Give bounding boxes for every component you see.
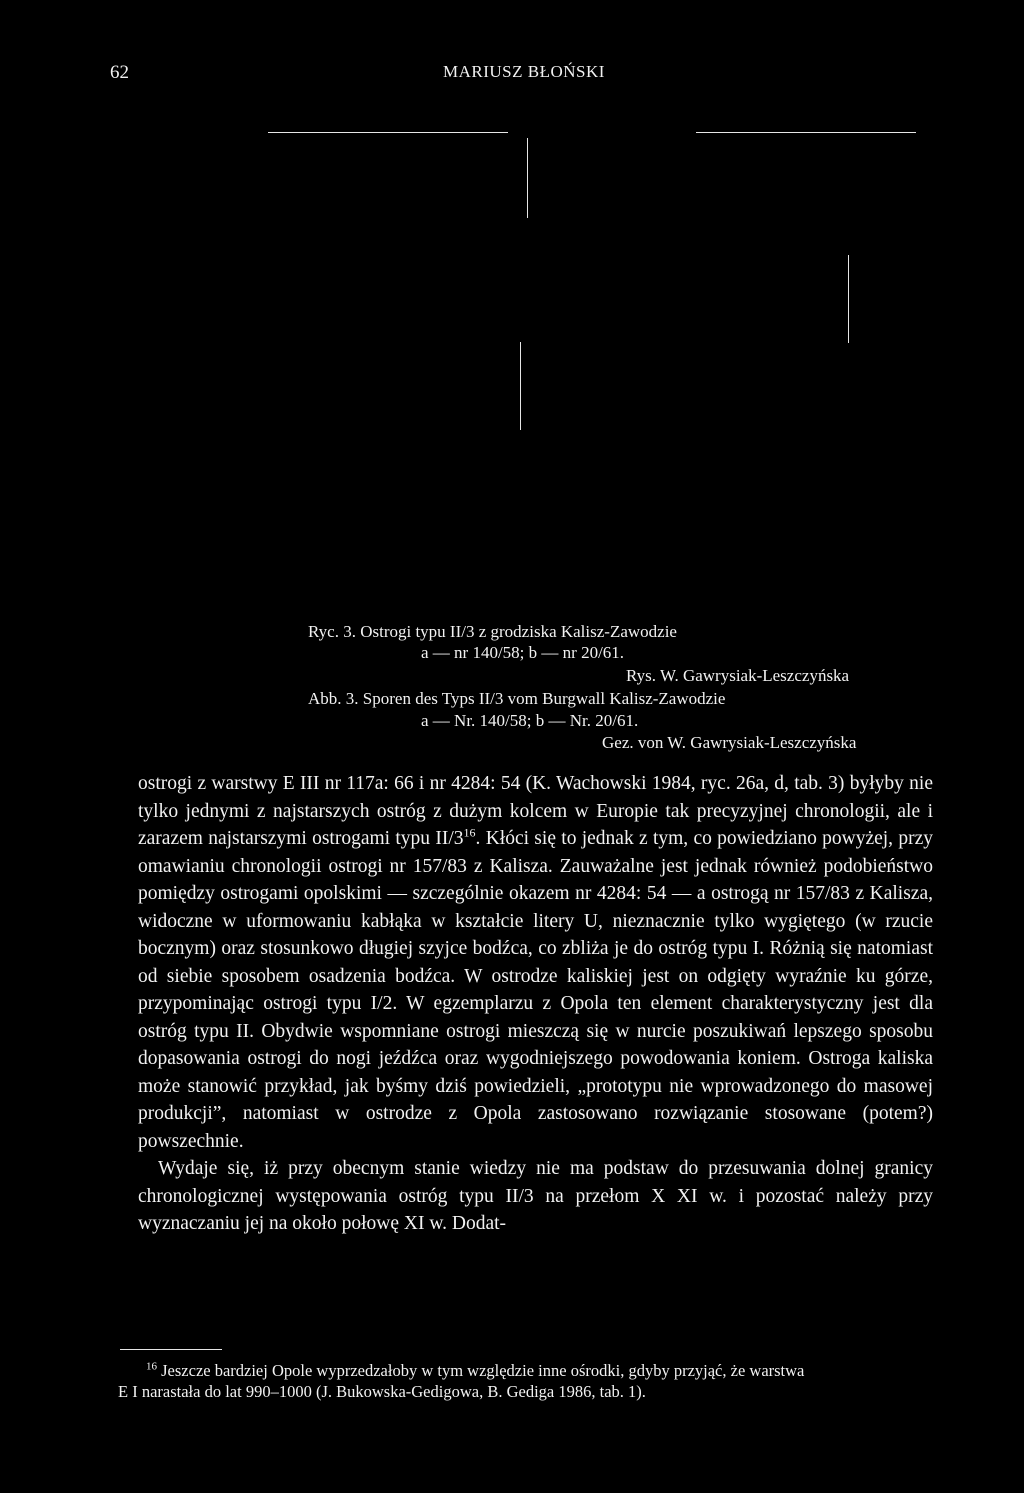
figure-line — [268, 132, 508, 133]
page-number: 62 — [110, 62, 129, 83]
figure-line — [527, 138, 528, 218]
caption-pl-line2: a — nr 140/58; b — nr 20/61. — [421, 643, 625, 662]
footnote — [118, 1360, 933, 1402]
figure-spurs-drawing — [100, 110, 924, 600]
footnote-reference[interactable]: 16 — [463, 825, 476, 840]
figure-line — [696, 132, 916, 133]
body-text — [138, 770, 933, 1238]
caption-de-line2: a — Nr. 140/58; b — Nr. 20/61. — [421, 711, 639, 730]
running-header-author: MARIUSZ BŁOŃSKI — [443, 62, 605, 81]
caption-de-line1: Abb. 3. Sporen des Typs II/3 vom Burgwall Kalisz-Zawodzie — [308, 689, 726, 708]
footnote-separator — [120, 1349, 222, 1350]
figure-line — [520, 342, 521, 430]
paragraph: ostrogi z warstwy E III nr 117a: 66 i nr 4284: 54 (K. Wachowski 1984, ryc. 26a, d, tab. 3) byłyby nie tylko jednymi z najstarszych ostróg z dużym kolcem w Europie tak precyzyjnej chronologii, ale i zarazem najstarszymi ostrogami typu $II/3^{16}$. Kłóci się to jednak z tym, co powiedziano powyżej, przy omawianiu chronologii ostrogi nr 157/83 z Kalisza. Zauważalne jest jednak również podobieństwo pomiędzy ostrogami opolskimi — szczególnie okazem nr 4284: 54 — a ostrogą nr 157/83 z Kalisza, widoczne w uformowaniu kabłąka w kształcie litery U, nieznacznie tylko wygiętego (w rzucie bocznym) oraz stosunkowo długiej szyjce bodźca, co zbliża je do ostróg typu I. Różnią się natomiast od siebie sposobem osadzenia bodźca. W ostrodze kaliskiej jest on odgięty wyraźnie ku górze, przypominając ostrogi typu I/2. W egzemplarzu z Opola ten element charakterystyczny jest dla ostróg typu II. Obydwie wspomniane ostrogi mieszczą się w nurcie poszukiwań lepszego sposobu dopasowania ostrogi do nogi jeźdźca oraz wygodniejszego powodowania koniem. Ostroga kaliska może stanowić przykład, jak byśmy dziś powiedzieli, „prototypu nie wprowadzonego do masowej produkcji”, natomiast w ostrodze z Opola zastosowano rozwiązanie stosowane (potem?) powszechnie. — [138, 773, 933, 1152]
caption-pl-credit: Rys. W. Gawrysiak-Leszczyńska — [626, 666, 850, 685]
paragraph: Wydaje się, iż przy obecnym stanie wiedzy nie ma podstaw do przesuwania dolnej granicy chronologicznej występowania ostróg typu II/3 na przełom X XI w. i pozostać należy przy wyznaczaniu jej na około połowę XI w. Dodat- — [138, 1158, 933, 1234]
figure-line — [848, 255, 849, 343]
footnote-line1: Jeszcze bardziej Opole wyprzedzałoby w tym względzie inne ośrodki, gdyby przyjąć, że warstwa — [161, 1361, 805, 1380]
footnote-number: 16 — [146, 1360, 157, 1373]
caption-pl-line1: Ryc. 3. Ostrogi typu II/3 z grodziska Kalisz-Zawodzie — [308, 622, 677, 641]
caption-de-credit: Gez. von W. Gawrysiak-Leszczyńska — [602, 733, 857, 752]
footnote-line2: E I narastała do lat 990–1000 (J. Bukowska-Gedigowa, B. Gediga 1986, tab. 1). — [118, 1382, 646, 1401]
